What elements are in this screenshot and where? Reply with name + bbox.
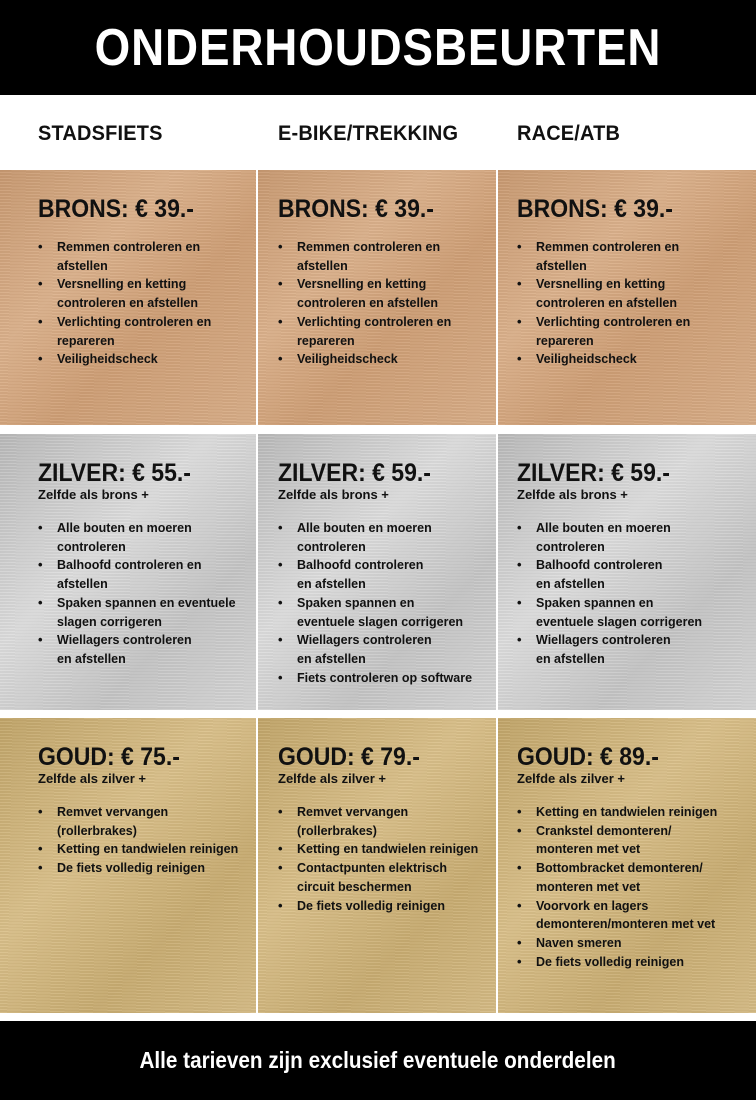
service-item: • Verlichting controleren en repareren bbox=[517, 313, 756, 350]
service-item: • Remmen controleren en afstellen bbox=[38, 238, 256, 275]
service-item: • Spaken spannen en eventuele slagen corrigeren bbox=[278, 594, 496, 631]
service-item: • Ketting en tandwielen reinigen bbox=[278, 840, 496, 859]
package-price: BRONS: € 39.- bbox=[278, 195, 434, 223]
service-list bbox=[517, 803, 756, 971]
service-item: • Veiligheidscheck bbox=[278, 350, 496, 369]
service-item: • Versnelling en ketting controleren en afstellen bbox=[517, 275, 756, 312]
service-item: • Remvet vervangen (rollerbrakes) bbox=[38, 803, 256, 840]
package-includes-note: Zelfde als brons + bbox=[38, 487, 149, 502]
service-item: • Wiellagers controleren en afstellen bbox=[38, 631, 256, 668]
service-item: • Alle bouten en moeren controleren bbox=[278, 519, 496, 556]
tier-silver bbox=[0, 434, 756, 710]
package-includes-note: Zelfde als zilver + bbox=[38, 771, 147, 786]
service-item: • Ketting en tandwielen reinigen bbox=[517, 803, 756, 822]
service-item: • Verlichting controleren en repareren bbox=[38, 313, 256, 350]
package-card-gold-ebike-trekking bbox=[258, 718, 496, 1013]
service-item: • Wiellagers controleren en afstellen bbox=[278, 631, 496, 668]
package-card-silver-stadsfiets bbox=[0, 434, 256, 710]
service-item: • Alle bouten en moeren controleren bbox=[517, 519, 756, 556]
service-list bbox=[278, 238, 496, 369]
service-list bbox=[278, 519, 496, 687]
service-item: • Bottombracket demonteren/ monteren met vet bbox=[517, 859, 756, 896]
package-price: BRONS: € 39.- bbox=[38, 195, 194, 223]
package-includes-note: Zelfde als zilver + bbox=[517, 771, 626, 786]
package-card-bronze-ebike-trekking bbox=[258, 170, 496, 425]
service-list bbox=[517, 238, 756, 369]
package-price: ZILVER: € 59.- bbox=[278, 459, 431, 487]
service-item: • Voorvork en lagers demonteren/monteren met vet bbox=[517, 897, 756, 934]
package-price: GOUD: € 79.- bbox=[278, 743, 420, 771]
column-header-race-atb: RACE/ATB bbox=[517, 122, 621, 145]
service-item: • De fiets volledig reinigen bbox=[517, 953, 756, 972]
service-item: • Wiellagers controleren en afstellen bbox=[517, 631, 756, 668]
footer-banner bbox=[0, 1021, 756, 1100]
service-item: • Fiets controleren op software bbox=[278, 669, 496, 688]
package-card-bronze-stadsfiets bbox=[0, 170, 256, 425]
service-item: • Verlichting controleren en repareren bbox=[278, 313, 496, 350]
package-card-silver-ebike-trekking bbox=[258, 434, 496, 710]
column-headers bbox=[0, 95, 756, 170]
column-header-ebike-trekking: E-BIKE/TREKKING bbox=[278, 122, 459, 145]
service-item: • Spaken spannen en eventuele slagen corrigeren bbox=[517, 594, 756, 631]
service-list bbox=[278, 803, 496, 915]
service-list bbox=[38, 803, 256, 878]
service-item: • Alle bouten en moeren controleren bbox=[38, 519, 256, 556]
package-card-gold-race-atb bbox=[498, 718, 756, 1013]
package-card-gold-stadsfiets bbox=[0, 718, 256, 1013]
service-list bbox=[38, 519, 256, 669]
column-header-stadsfiets: STADSFIETS bbox=[38, 122, 163, 145]
service-list bbox=[38, 238, 256, 369]
service-item: • Balhoofd controleren en afstellen bbox=[38, 556, 256, 593]
service-item: • Naven smeren bbox=[517, 934, 756, 953]
page-title: ONDERHOUDSBEURTEN bbox=[94, 18, 662, 77]
service-item: • Balhoofd controleren en afstellen bbox=[517, 556, 756, 593]
service-item: • Veiligheidscheck bbox=[517, 350, 756, 369]
tier-bronze bbox=[0, 170, 756, 425]
package-includes-note: Zelfde als brons + bbox=[278, 487, 389, 502]
package-card-bronze-race-atb bbox=[498, 170, 756, 425]
package-price: BRONS: € 39.- bbox=[517, 195, 673, 223]
service-item: • Ketting en tandwielen reinigen bbox=[38, 840, 256, 859]
service-item: • Remvet vervangen (rollerbrakes) bbox=[278, 803, 496, 840]
package-includes-note: Zelfde als zilver + bbox=[278, 771, 387, 786]
service-item: • Remmen controleren en afstellen bbox=[278, 238, 496, 275]
package-card-silver-race-atb bbox=[498, 434, 756, 710]
service-item: • Versnelling en ketting controleren en afstellen bbox=[278, 275, 496, 312]
package-price: ZILVER: € 59.- bbox=[517, 459, 670, 487]
package-includes-note: Zelfde als brons + bbox=[517, 487, 628, 502]
package-price: ZILVER: € 55.- bbox=[38, 459, 191, 487]
package-price: GOUD: € 75.- bbox=[38, 743, 180, 771]
footer-note: Alle tarieven zijn exclusief eventuele onderdelen bbox=[139, 1047, 617, 1073]
service-item: • De fiets volledig reinigen bbox=[278, 897, 496, 916]
service-item: • De fiets volledig reinigen bbox=[38, 859, 256, 878]
service-item: • Crankstel demonteren/ monteren met vet bbox=[517, 822, 756, 859]
service-item: • Remmen controleren en afstellen bbox=[517, 238, 756, 275]
service-item: • Spaken spannen en eventuele slagen corrigeren bbox=[38, 594, 256, 631]
service-item: • Balhoofd controleren en afstellen bbox=[278, 556, 496, 593]
title-banner bbox=[0, 0, 756, 95]
service-item: • Contactpunten elektrisch circuit beschermen bbox=[278, 859, 496, 896]
service-item: • Veiligheidscheck bbox=[38, 350, 256, 369]
package-price: GOUD: € 89.- bbox=[517, 743, 659, 771]
service-list bbox=[517, 519, 756, 669]
service-item: • Versnelling en ketting controleren en afstellen bbox=[38, 275, 256, 312]
tier-gold bbox=[0, 718, 756, 1013]
